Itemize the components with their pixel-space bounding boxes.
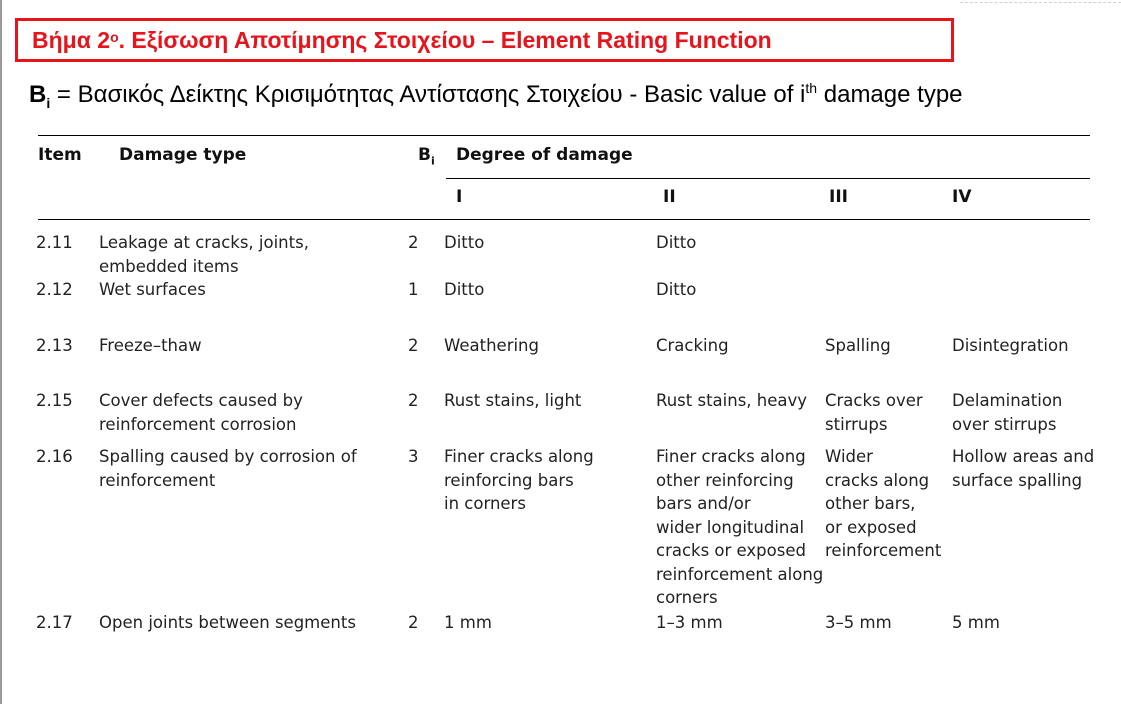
cell-damage-type [99,334,202,358]
cell-item [36,445,73,469]
cell-line: Cracking [656,336,729,355]
header-degree-1: I [456,187,463,207]
cell-damage-type [99,445,357,492]
cell-b-value [408,445,419,469]
cell-line: bars and/or [656,494,751,513]
cell-line: Spalling caused by corrosion of [99,447,357,466]
cell-line: Ditto [444,280,485,299]
cell-line: Rust stains, light [444,391,582,410]
header-degree-4: IV [952,187,972,207]
cell-line: 2.13 [36,336,73,355]
cell-degree-4 [952,445,1094,492]
cell-line: Disintegration [952,336,1069,355]
title-superscript: ο [110,29,119,45]
cell-line: 2.12 [36,280,73,299]
cell-line: 1 [408,280,419,299]
cell-item [36,278,73,302]
cell-degree-3 [825,334,891,358]
cell-line: Open joints between segments [99,613,356,632]
cell-item [36,611,73,635]
cell-line: Spalling [825,336,891,355]
table-top-rule [38,135,1090,136]
cell-line: Weathering [444,336,539,355]
cell-line: corners [656,588,718,607]
subtitle-tail: damage type [817,81,963,108]
cell-line: over stirrups [952,414,1057,434]
cell-line: Cracks over [825,391,923,410]
cell-line: 2 [408,613,419,632]
cell-line: Cover defects caused by [99,391,303,410]
subtitle-text: = Βασικός Δείκτης Κρισιμότητας Αντίστασης Στοιχείου - Basic value of i [50,81,806,108]
header-item: Item [38,145,82,165]
cell-line: 2.16 [36,447,73,466]
header-degree-2: II [663,187,676,207]
degree-header-rule [446,178,1090,179]
cell-item [36,334,73,358]
cell-degree-1 [444,231,484,255]
cell-b-value [408,278,419,302]
cell-degree-2 [656,611,723,635]
cell-degree-2 [656,278,696,302]
cell-line: 2.11 [36,233,73,252]
cell-item [36,389,73,413]
cell-line: other bars, [825,494,916,513]
header-b [418,145,435,167]
cell-line: 2 [408,391,419,410]
cell-line: embedded items [99,256,239,276]
header-degree: Degree of damage [456,145,633,165]
cell-line: Wet surfaces [99,280,206,299]
cell-line: in corners [444,494,526,513]
cell-line: 2.17 [36,613,73,632]
cell-b-value [408,231,419,255]
cell-degree-4 [952,334,1069,358]
cell-line: Rust stains, heavy [656,391,808,410]
cell-line: stirrups [825,414,888,434]
cell-degree-4 [952,611,1000,635]
cell-line: surface spalling [952,470,1083,490]
cell-line: Ditto [444,233,485,252]
cell-item [36,231,73,255]
header-b-symbol: B [418,145,431,165]
cell-line: reinforcing bars [444,470,574,490]
cell-line: 5 mm [952,613,1000,632]
cell-line: reinforcement corrosion [99,414,297,434]
header-damage-type: Damage type [119,145,247,165]
cell-degree-1 [444,445,594,516]
cell-damage-type [99,278,206,302]
cell-degree-2 [656,389,807,413]
cell-line: 3–5 mm [825,613,892,632]
cell-damage-type [99,231,309,278]
cell-line: Delamination [952,391,1063,410]
cell-line: reinforcement along [656,564,824,584]
cell-line: reinforcement [99,470,216,490]
cell-line: Wider [825,447,873,466]
cell-line: 2 [408,233,419,252]
cell-line: or exposed [825,517,917,537]
cell-line: 2 [408,336,419,355]
cell-line: 1–3 mm [656,613,723,632]
cell-line: Finer cracks along [656,447,806,466]
subtitle-superscript: th [805,80,818,96]
cell-line: other reinforcing [656,470,794,490]
cell-line: 1 mm [444,613,492,632]
cell-degree-4 [952,389,1062,436]
cell-degree-3 [825,445,941,563]
cell-b-value [408,389,419,413]
header-degree-3: III [829,187,848,207]
cell-degree-2 [656,445,823,610]
cell-line: 2.15 [36,391,73,410]
cell-b-value [408,334,419,358]
header-bottom-rule [38,219,1090,220]
cell-line: Leakage at cracks, joints, [99,233,309,252]
cell-degree-3 [825,611,892,635]
cell-line: Freeze–thaw [99,336,202,355]
cell-damage-type [99,389,303,436]
title-rest: . Εξίσωση Αποτίμησης Στοιχείου – Element Rating Function [118,26,772,53]
cell-line: Ditto [656,280,697,299]
cell-line: Hollow areas and [952,447,1095,466]
cell-degree-2 [656,334,729,358]
subtitle-symbol-sub: i [46,94,51,111]
cell-degree-1 [444,334,539,358]
cell-degree-3 [825,389,923,436]
cell-line: 3 [408,447,419,466]
cell-line: cracks along [825,470,930,490]
cell-line: Ditto [656,233,697,252]
cell-line: cracks or exposed [656,541,806,560]
cell-line: reinforcement [825,541,942,560]
cell-line: Finer cracks along [444,447,594,466]
cell-degree-1 [444,611,492,635]
cell-degree-2 [656,231,696,255]
cell-degree-1 [444,389,581,413]
cell-b-value [408,611,419,635]
header-b-sub: i [430,154,435,168]
subtitle-symbol: B [29,81,47,108]
cell-damage-type [99,611,356,635]
cell-line: wider longitudinal [656,517,805,537]
cell-degree-1 [444,278,484,302]
title-prefix: Βήμα 2 [32,26,111,53]
